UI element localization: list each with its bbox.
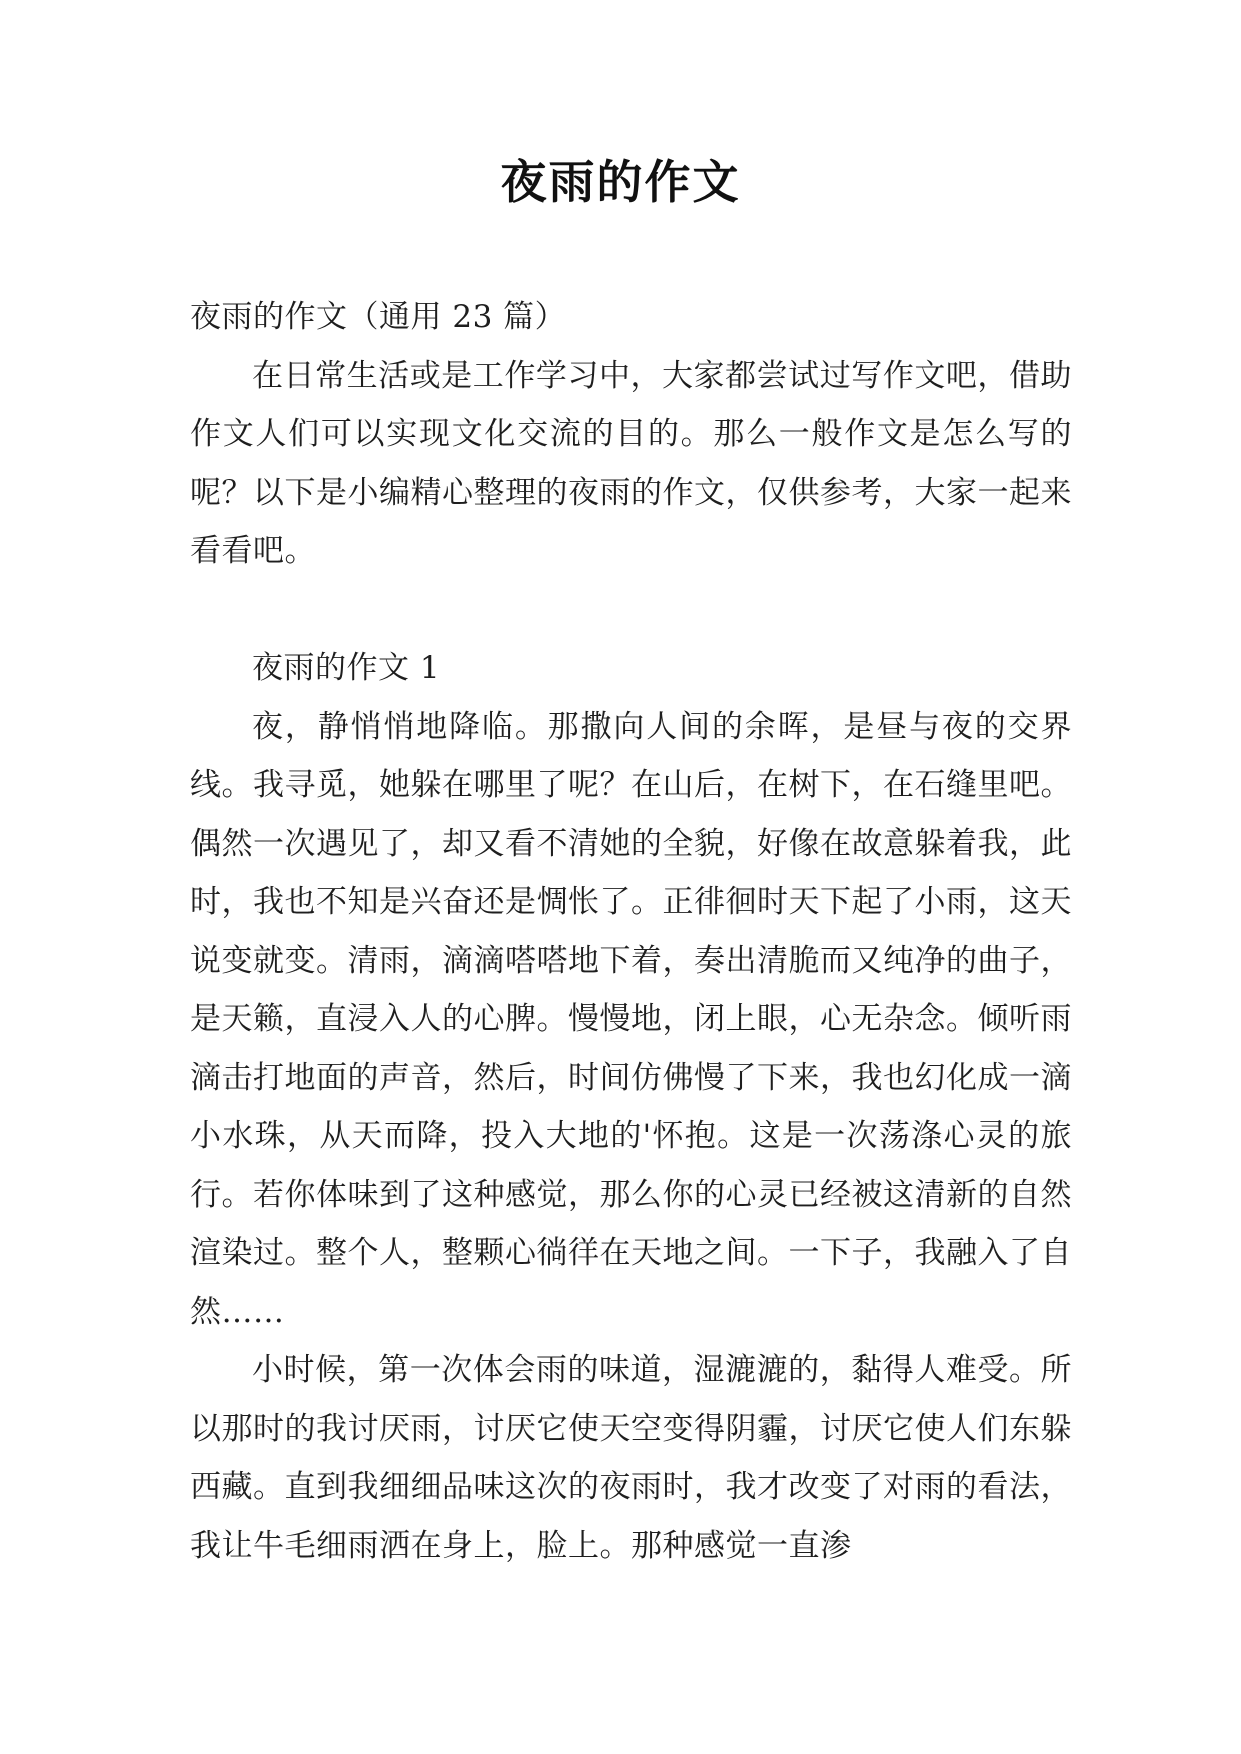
- body-paragraph-1: 夜，静悄悄地降临。那撒向人间的余晖，是昼与夜的交界线。我寻觅，她躲在哪里了呢？在山后，在树下，在石缝里吧。偶然一次遇见了，却又看不清她的全貌，好像在故意躲着我，此时，我也不知是兴奋还是惆怅了。正徘徊时天下起了小雨，这天说变就变。清雨，滴滴嗒嗒地下着，奏出清脆而又纯净的曲子，是天籁，直浸入人的心脾。慢慢地，闭上眼，心无杂念。倾听雨滴击打地面的声音，然后，时间仿佛慢了下来，我也幻化成一滴小水珠，从天而降，投入大地的'怀抱。这是一次荡涤心灵的旅行。若你体味到了这种感觉，那么你的心灵已经被这清新的自然渲染过。整个人，整颗心徜徉在天地之间。一下子，我融入了自然……: [190, 708, 1072, 1330]
- body-paragraph-2: 小时候，第一次体会雨的味道，湿漉漉的，黏得人难受。所以那时的我讨厌雨，讨厌它使天空变得阴霾，讨厌它使人们东躲西藏。直到我细细品味这次的夜雨时，我才改变了对雨的看法，我让牛毛细雨洒在身上，脸上。那种感觉一直渗: [190, 1352, 1072, 1564]
- section-heading: 夜雨的作文 1: [252, 650, 441, 686]
- document-body: [190, 288, 1072, 1575]
- document-title: 夜雨的作文: [500, 155, 741, 209]
- paragraph-gap: [190, 581, 1072, 640]
- document-subtitle: 夜雨的作文（通用 23 篇）: [190, 299, 567, 335]
- intro-paragraph: 在日常生活或是工作学习中，大家都尝试过写作文吧，借助作文人们可以实现文化交流的目的。那么一般作文是怎么写的呢？以下是小编精心整理的夜雨的作文，仅供参考，大家一起来看看吧。: [190, 357, 1072, 569]
